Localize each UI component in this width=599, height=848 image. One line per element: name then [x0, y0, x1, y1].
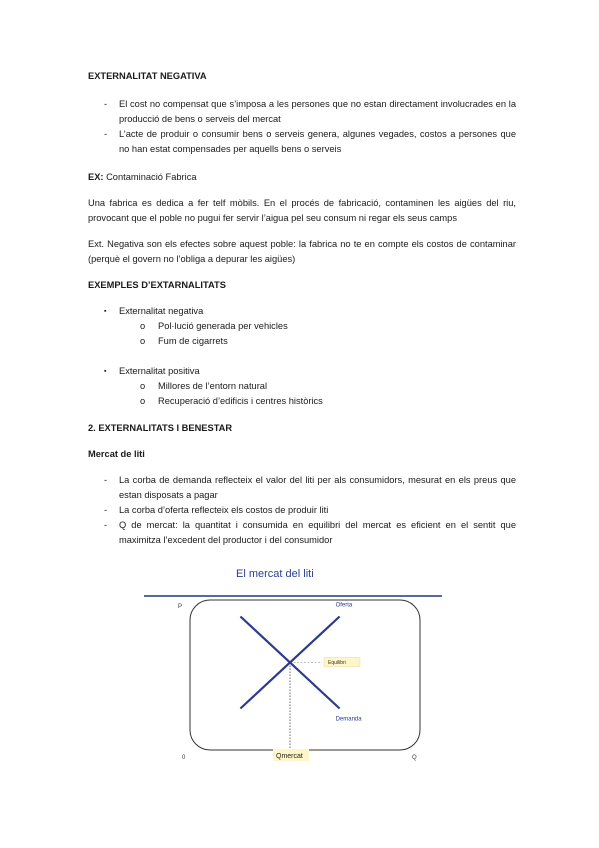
series-label-oferta: Oferta	[335, 602, 353, 609]
example-label: EX:	[88, 172, 104, 182]
list-item	[88, 394, 516, 409]
circle-bullet-icon: o	[140, 321, 146, 331]
supply-demand-chart	[140, 560, 450, 770]
list-item	[88, 97, 516, 127]
equilibrium-label: Equilibri	[328, 660, 346, 666]
list-item	[88, 473, 516, 503]
x-axis-label: Q	[412, 755, 417, 761]
list-item-text: La corba d’oferta reflecteix els costos de produir liti	[119, 505, 329, 515]
example-paragraph-2: Ext. Negativa son els efectes sobre aquest poble: la fabrica no te en compte els costos de contaminar (perquè el govern no l’obliga a depurar les aigües)	[88, 239, 516, 264]
list-item-text: L’acte de produir o consumir bens o serveis genera, algunes vegades, costos a persones que no han estat compensades per aquells bens o serveis	[119, 129, 516, 154]
list-exemples	[88, 304, 516, 409]
list-item	[88, 518, 516, 548]
list-item	[88, 379, 516, 394]
list-externalitat-negativa	[88, 97, 516, 157]
heading-externalitats-benestar: 2. EXTERNALITATS I BENESTAR	[88, 423, 233, 433]
subheading-mercat-liti: Mercat de liti	[88, 449, 145, 459]
origin-label: 0	[182, 755, 186, 761]
list-item	[88, 127, 516, 157]
list-item	[88, 334, 516, 349]
dash-marker: -	[104, 99, 108, 109]
list-mercat-liti	[88, 473, 516, 548]
dash-marker: -	[104, 520, 108, 530]
circle-bullet-icon: o	[140, 336, 146, 346]
list-item-negativa	[88, 304, 516, 349]
list-item-text: Q de mercat: la quantitat i consumida en equilibri del mercat es eficient en el sentit que maximitza l’excedent del productor i del consumidor	[119, 520, 516, 545]
list-item-text: Externalitat positiva	[119, 366, 200, 376]
sublist	[88, 319, 516, 349]
example-title	[88, 170, 516, 185]
list-item-text: Externalitat negativa	[119, 306, 204, 316]
heading-exemples: EXEMPLES D’EXTARNALITATS	[88, 280, 226, 290]
list-item-text: Recuperació d’edificis i centres històrics	[158, 396, 323, 406]
dash-marker: -	[104, 129, 108, 139]
chart-marks	[240, 603, 362, 762]
list-item	[88, 319, 516, 334]
circle-bullet-icon: o	[140, 381, 146, 391]
dash-marker: -	[104, 505, 108, 515]
list-item-text: El cost no compensat que s’imposa a les persones que no estan directament involucrades en la producció de bens o serveis del mercat	[119, 99, 516, 124]
example-name: Contaminació Fabrica	[106, 172, 197, 182]
dash-marker: -	[104, 475, 108, 485]
example-paragraph-1: Una fabrica es dedica a fer telf mòbils. En el procés de fabricació, contaminen les aigües del riu, provocant que el poble no pugui fer servir l’aigua pel seu consum ni regar els seus camps	[88, 198, 516, 223]
list-item	[88, 503, 516, 518]
chart-title: El mercat del liti	[236, 568, 314, 580]
list-item-text: Fum de cigarrets	[158, 336, 228, 346]
circle-bullet-icon: o	[140, 396, 146, 406]
heading-externalitat-negativa: EXTERNALITAT NEGATIVA	[88, 71, 207, 81]
list-item-text: Pol·lució generada per vehicles	[158, 321, 288, 331]
series-label-demanda: Demanda	[335, 716, 362, 723]
list-item-text: La corba de demanda reflecteix el valor del liti per als consumidors, mesurat en els preus que estan disposats a pagar	[119, 475, 516, 500]
list-item-text: Millores de l’entorn natural	[158, 381, 268, 391]
y-axis-label: P	[178, 604, 183, 610]
quantity-label: Qmercat	[276, 753, 303, 760]
list-item-positiva	[88, 364, 516, 409]
square-bullet-icon: ▪	[104, 308, 107, 315]
square-bullet-icon: ▪	[104, 368, 107, 375]
sublist	[88, 379, 516, 409]
